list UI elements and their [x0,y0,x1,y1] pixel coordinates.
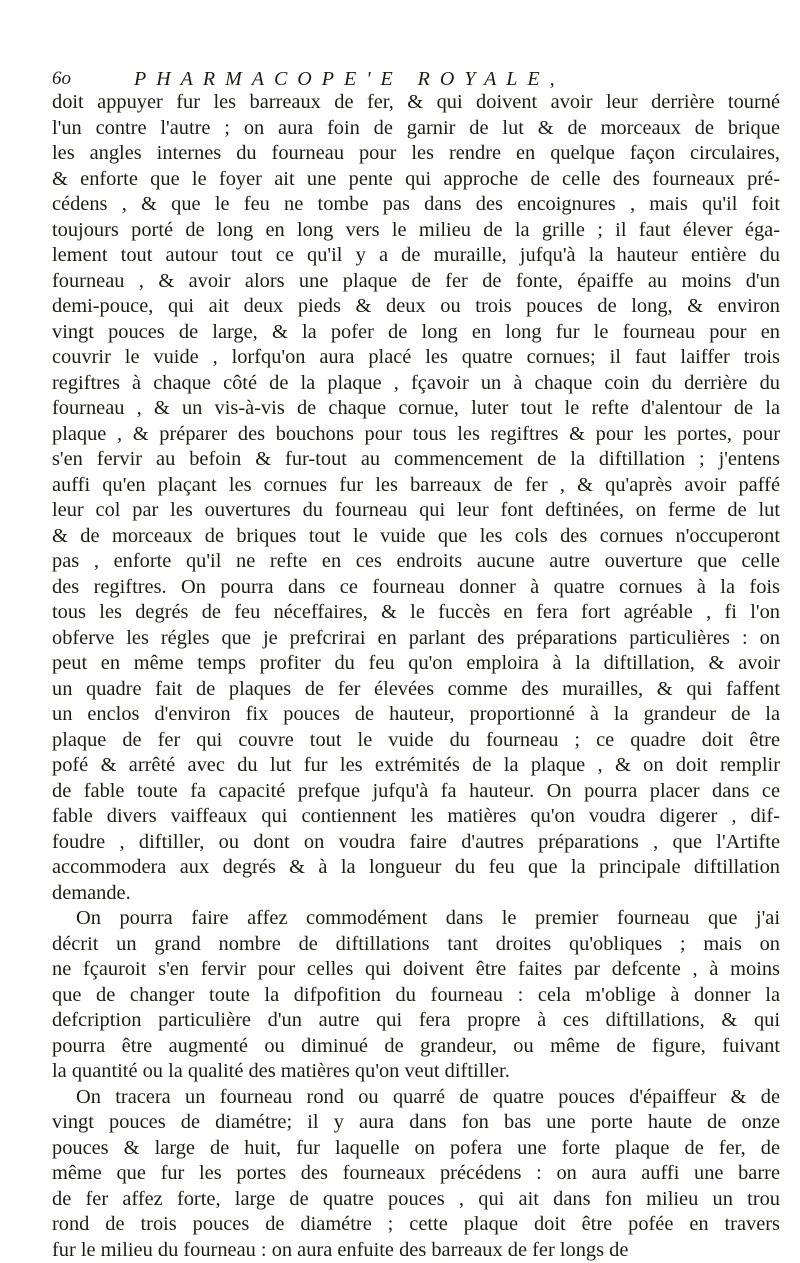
text-line: defcription particulière d'un autre qui fera propre à ces diftillations, & qui [52,1008,780,1034]
text-line: peut en même temps profiter du feu qu'on emploira à la diftillation, & avoir [52,651,780,677]
text-line: ne fçauroit s'en fervir pour celles qui doivent être faites par defcente , à moins [52,957,780,983]
text-line: leur col par les ouvertures du fourneau qui leur font deftinées, on ferme de lut [52,498,780,524]
text-line: accommodera aux degrés & à la longueur du feu que la principale diftillation [52,855,780,881]
text-line: de fer affez forte, large de quatre pouces , qui ait dans fon milieu un trou [52,1187,780,1213]
text-line: foudre , diftiller, ou dont on voudra faire d'autres préparations , que l'Artifte [52,830,780,856]
text-line: couvrir le vuide , lorfqu'on aura placé les quatre cornues; il faut laiffer trois [52,345,780,371]
text-line: les angles internes du fourneau pour les rendre en quelque façon circulaires, [52,141,780,167]
running-title: PHARMACOPE'E ROYALE, [134,68,565,91]
text-line: demande. [52,881,780,907]
text-line: plaque , & préparer des bouchons pour tous les regiftres & pour les portes, pour [52,422,780,448]
text-line: On pourra faire affez commodément dans le premier fourneau que j'ai [52,906,780,932]
text-line: fur le milieu du fourneau : on aura enfuite des barreaux de fer longs de [52,1238,780,1263]
text-line: que de changer toute la difpofition du fourneau : cela m'oblige à donner la [52,983,780,1009]
text-line: demi-pouce, qui ait deux pieds & deux ou trois pouces de long, & environ [52,294,780,320]
text-line: même que fur les portes des fourneaux précédens : on aura auffi une barre [52,1161,780,1187]
text-line: pofé & arrêté avec du lut fur les extrémités de la plaque , & on doit remplir [52,753,780,779]
text-line: plaque de fer qui couvre tout le vuide du fourneau ; ce quadre doit être [52,728,780,754]
paragraph [52,906,780,1085]
text-line: lement tout autour tout ce qu'il y a de muraille, jufqu'à la hauteur entière du [52,243,780,269]
text-line: doit appuyer fur les barreaux de fer, & qui doivent avoir leur derrière tourné [52,90,780,116]
text-line: tous les degrés de feu néceffaires, & le fuccès en fera fort agréable , fi l'on [52,600,780,626]
page-header [52,68,778,92]
text-line: pourra être augmenté ou diminué de grandeur, ou même de figure, fuivant [52,1034,780,1060]
text-line: pouces & large de huit, fur laquelle on pofera une forte plaque de fer, de [52,1136,780,1162]
text-line: & enforte que le foyer ait une pente qui approche de celle des fourneaux pré- [52,167,780,193]
text-line: fourneau , & un vis-à-vis de chaque cornue, luter tout le refte d'alentour de la [52,396,780,422]
text-line: obferve les régles que je prefcrirai en parlant des préparations particulières : on [52,626,780,652]
text-line: de fable toute fa capacité prefque jufqu'à fa hauteur. On pourra placer dans ce [52,779,780,805]
text-line: auffi qu'en plaçant les cornues fur les barreaux de fer , & qu'après avoir paffé [52,473,780,499]
text-line: vingt pouces de large, & la pofer de long en long fur le fourneau pour en [52,320,780,346]
text-line: fourneau , & avoir alors une plaque de fer de fonte, épaiffe au moins d'un [52,269,780,295]
text-line: un enclos d'environ fix pouces de hauteur, proportionné à la grandeur de la [52,702,780,728]
text-line: un quadre fait de plaques de fer élevées comme des murailles, & qui faffent [52,677,780,703]
text-line: fable divers vaiffeaux qui contiennent les matières qu'on voudra digerer , dif- [52,804,780,830]
paragraph [52,1085,780,1263]
text-line: des regiftres. On pourra dans ce fourneau donner à quatre cornues à la fois [52,575,780,601]
text-line: regiftres à chaque côté de la plaque , fçavoir un à chaque coin du derrière du [52,371,780,397]
text-line: s'en fervir au befoin & fur-tout au commencement de la diftillation ; j'entens [52,447,780,473]
text-line: cédens , & que le feu ne tombe pas dans des encoignures , mais qu'il foit [52,192,780,218]
text-line: & de morceaux de briques tout le vuide que les cols des cornues n'occuperont [52,524,780,550]
text-line: décrit un grand nombre de diftillations tant droites qu'obliques ; mais on [52,932,780,958]
text-line: l'un contre l'autre ; on aura foin de garnir de lut & de morceaux de brique [52,116,780,142]
text-line: On tracera un fourneau rond ou quarré de quatre pouces d'épaiffeur & de [52,1085,780,1111]
text-line: pas , enforte qu'il ne refte en ces endroits aucune autre ouverture que celle [52,549,780,575]
text-line: la quantité ou la qualité des matières qu'on veut diftiller. [52,1059,780,1085]
text-line: rond de trois pouces de diamétre ; cette plaque doit être pofée en travers [52,1212,780,1238]
text-line: vingt pouces de diamétre; il y aura dans fon bas une porte haute de onze [52,1110,780,1136]
text-line: toujours porté de long en long vers le milieu de la grille ; il faut élever éga- [52,218,780,244]
paragraph [52,90,780,906]
page-body [52,90,780,1263]
page-number: 6o [52,68,71,90]
